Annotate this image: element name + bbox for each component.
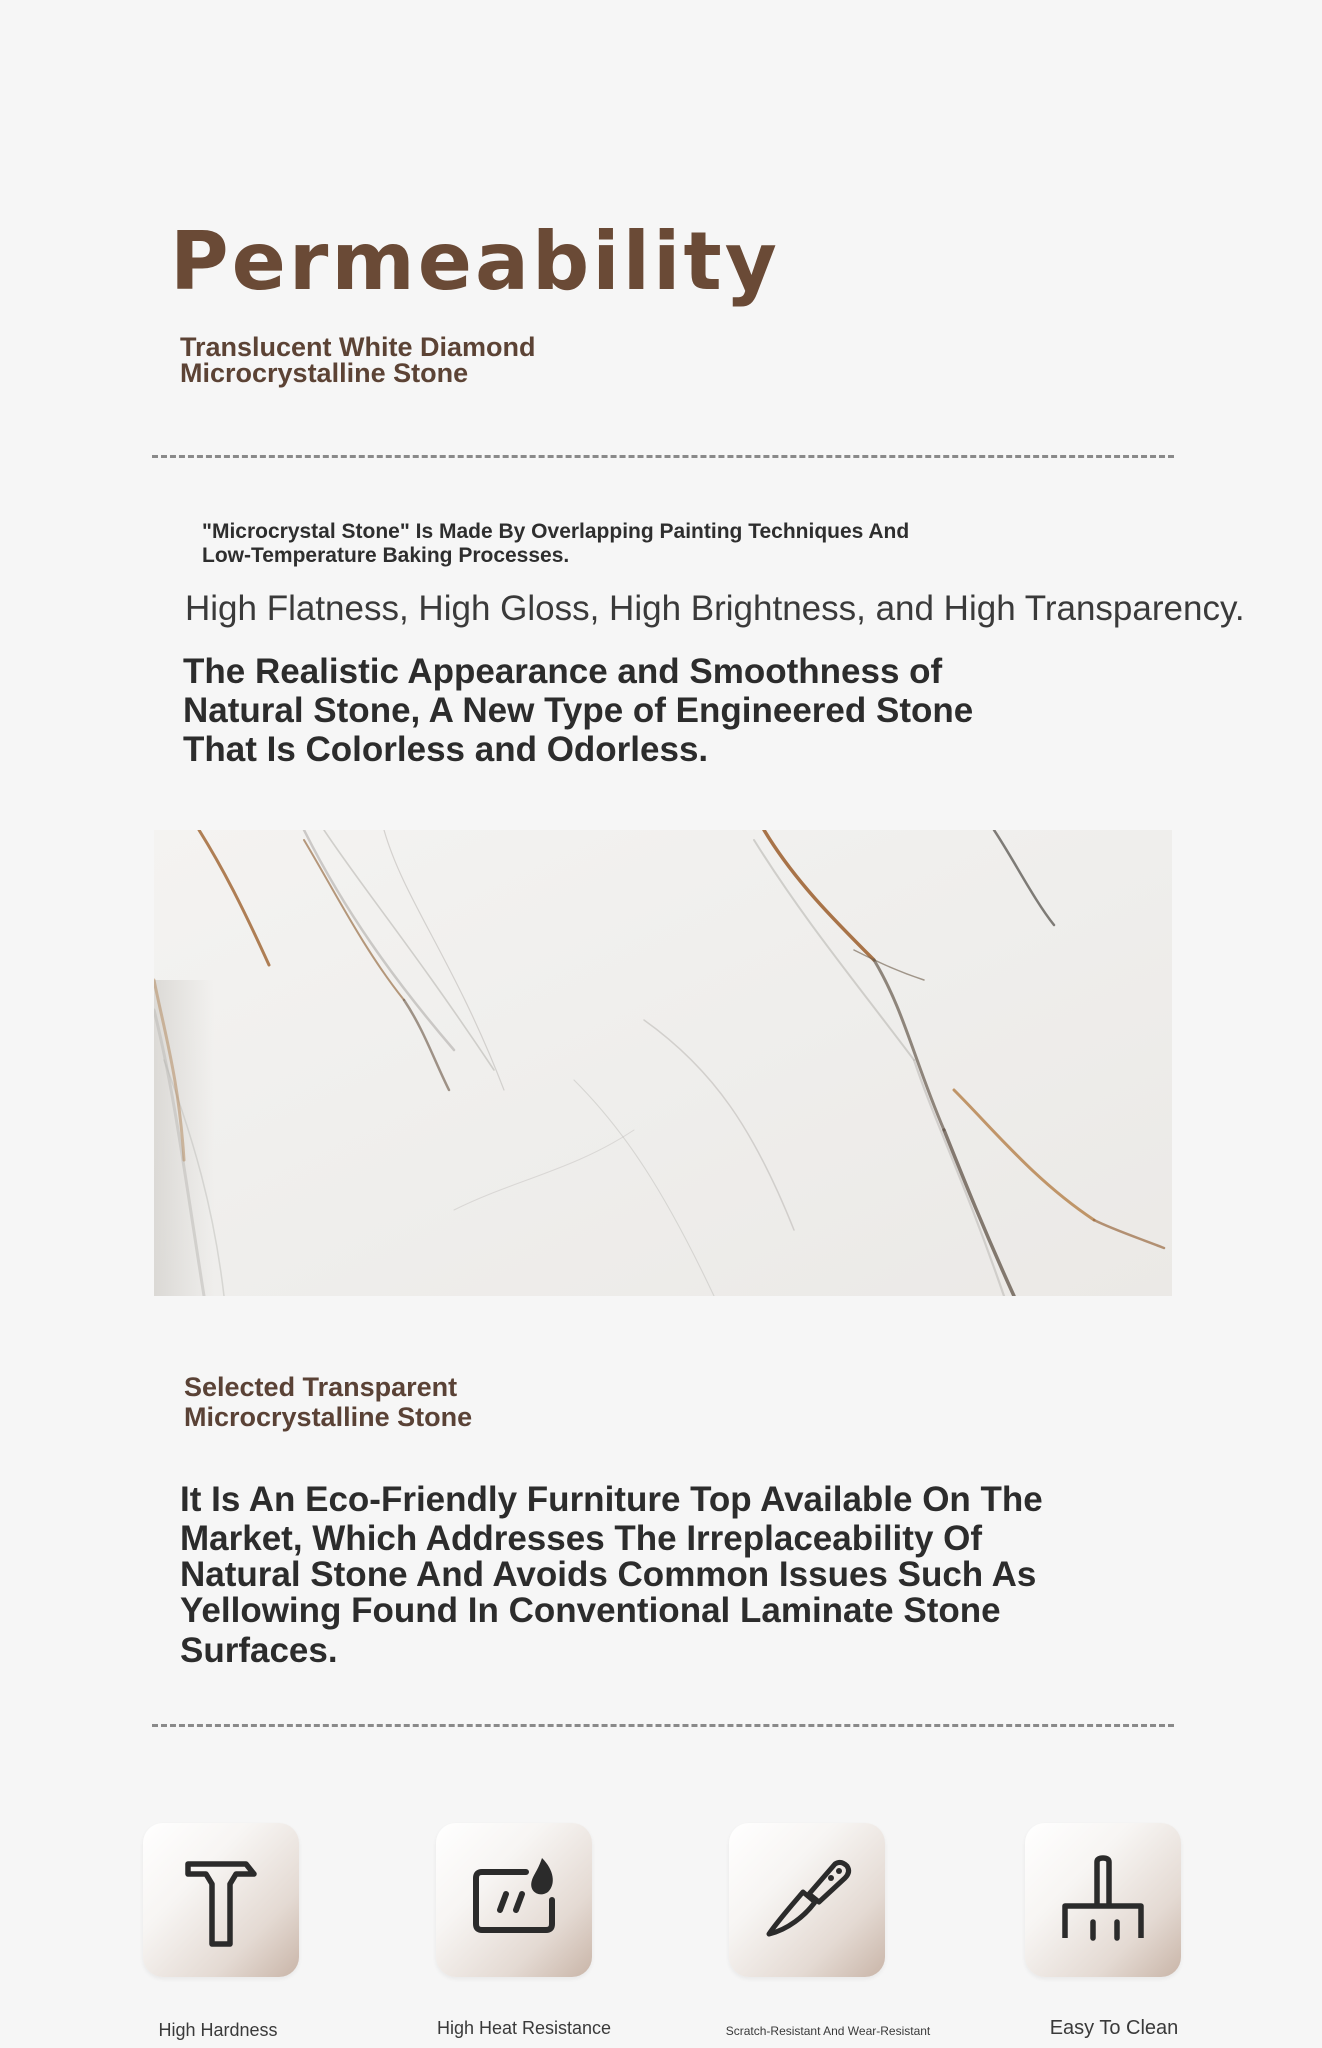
feature-label-hardness: High Hardness <box>158 2020 278 2040</box>
selected-title-line: Microcrystalline Stone <box>184 1402 473 1432</box>
hammer-icon <box>176 1850 266 1950</box>
eco-line: Yellowing Found In Conventional Laminate Stone <box>180 1591 1001 1630</box>
feature-label-clean: Easy To Clean <box>1049 2017 1179 2039</box>
product-subtitle <box>180 334 700 386</box>
marble-image <box>154 830 1172 1296</box>
realistic-line: That Is Colorless and Odorless. <box>183 730 709 769</box>
intro-text <box>202 520 1062 568</box>
feature-tile-scratch <box>729 1823 885 1977</box>
eco-line: Market, Which Addresses The Irreplaceability Of <box>180 1519 983 1558</box>
eco-line: It Is An Eco-Friendly Furniture Top Available On The <box>180 1480 1043 1519</box>
marble-texture <box>154 830 1172 1296</box>
heat-resistance-icon <box>464 1850 564 1950</box>
realistic-line: The Realistic Appearance and Smoothness of <box>183 652 943 691</box>
intro-line: "Microcrystal Stone" Is Made By Overlapping Painting Techniques And <box>202 520 910 543</box>
intro-line: Low-Temperature Baking Processes. <box>202 544 570 567</box>
brush-icon <box>1053 1850 1153 1950</box>
feature-label-scratch: Scratch-Resistant And Wear-Resistant <box>725 2024 931 2038</box>
realistic-description <box>183 652 1083 769</box>
eco-line: Surfaces. <box>180 1631 338 1670</box>
feature-tile-hardness <box>143 1823 299 1977</box>
selected-title-line: Selected Transparent <box>184 1372 458 1402</box>
feature-tile-heat <box>436 1823 592 1977</box>
product-subtitle-line: Translucent White Diamond <box>180 332 536 362</box>
features-line: High Flatness, High Gloss, High Brightness, and High Transparency. <box>185 589 1245 628</box>
section-divider <box>152 1724 1174 1727</box>
feature-tile-clean <box>1025 1823 1181 1977</box>
product-subtitle-line: Microcrystalline Stone <box>180 358 469 388</box>
eco-description <box>180 1480 1110 1670</box>
page-title: Permeability <box>170 215 780 308</box>
knife-icon <box>757 1850 857 1950</box>
section-divider <box>152 455 1174 458</box>
selected-section-title <box>184 1372 684 1432</box>
eco-line: Natural Stone And Avoids Common Issues Such As <box>180 1555 1037 1594</box>
realistic-line: Natural Stone, A New Type of Engineered Stone <box>183 691 974 730</box>
feature-label-heat: High Heat Resistance <box>436 2018 612 2038</box>
